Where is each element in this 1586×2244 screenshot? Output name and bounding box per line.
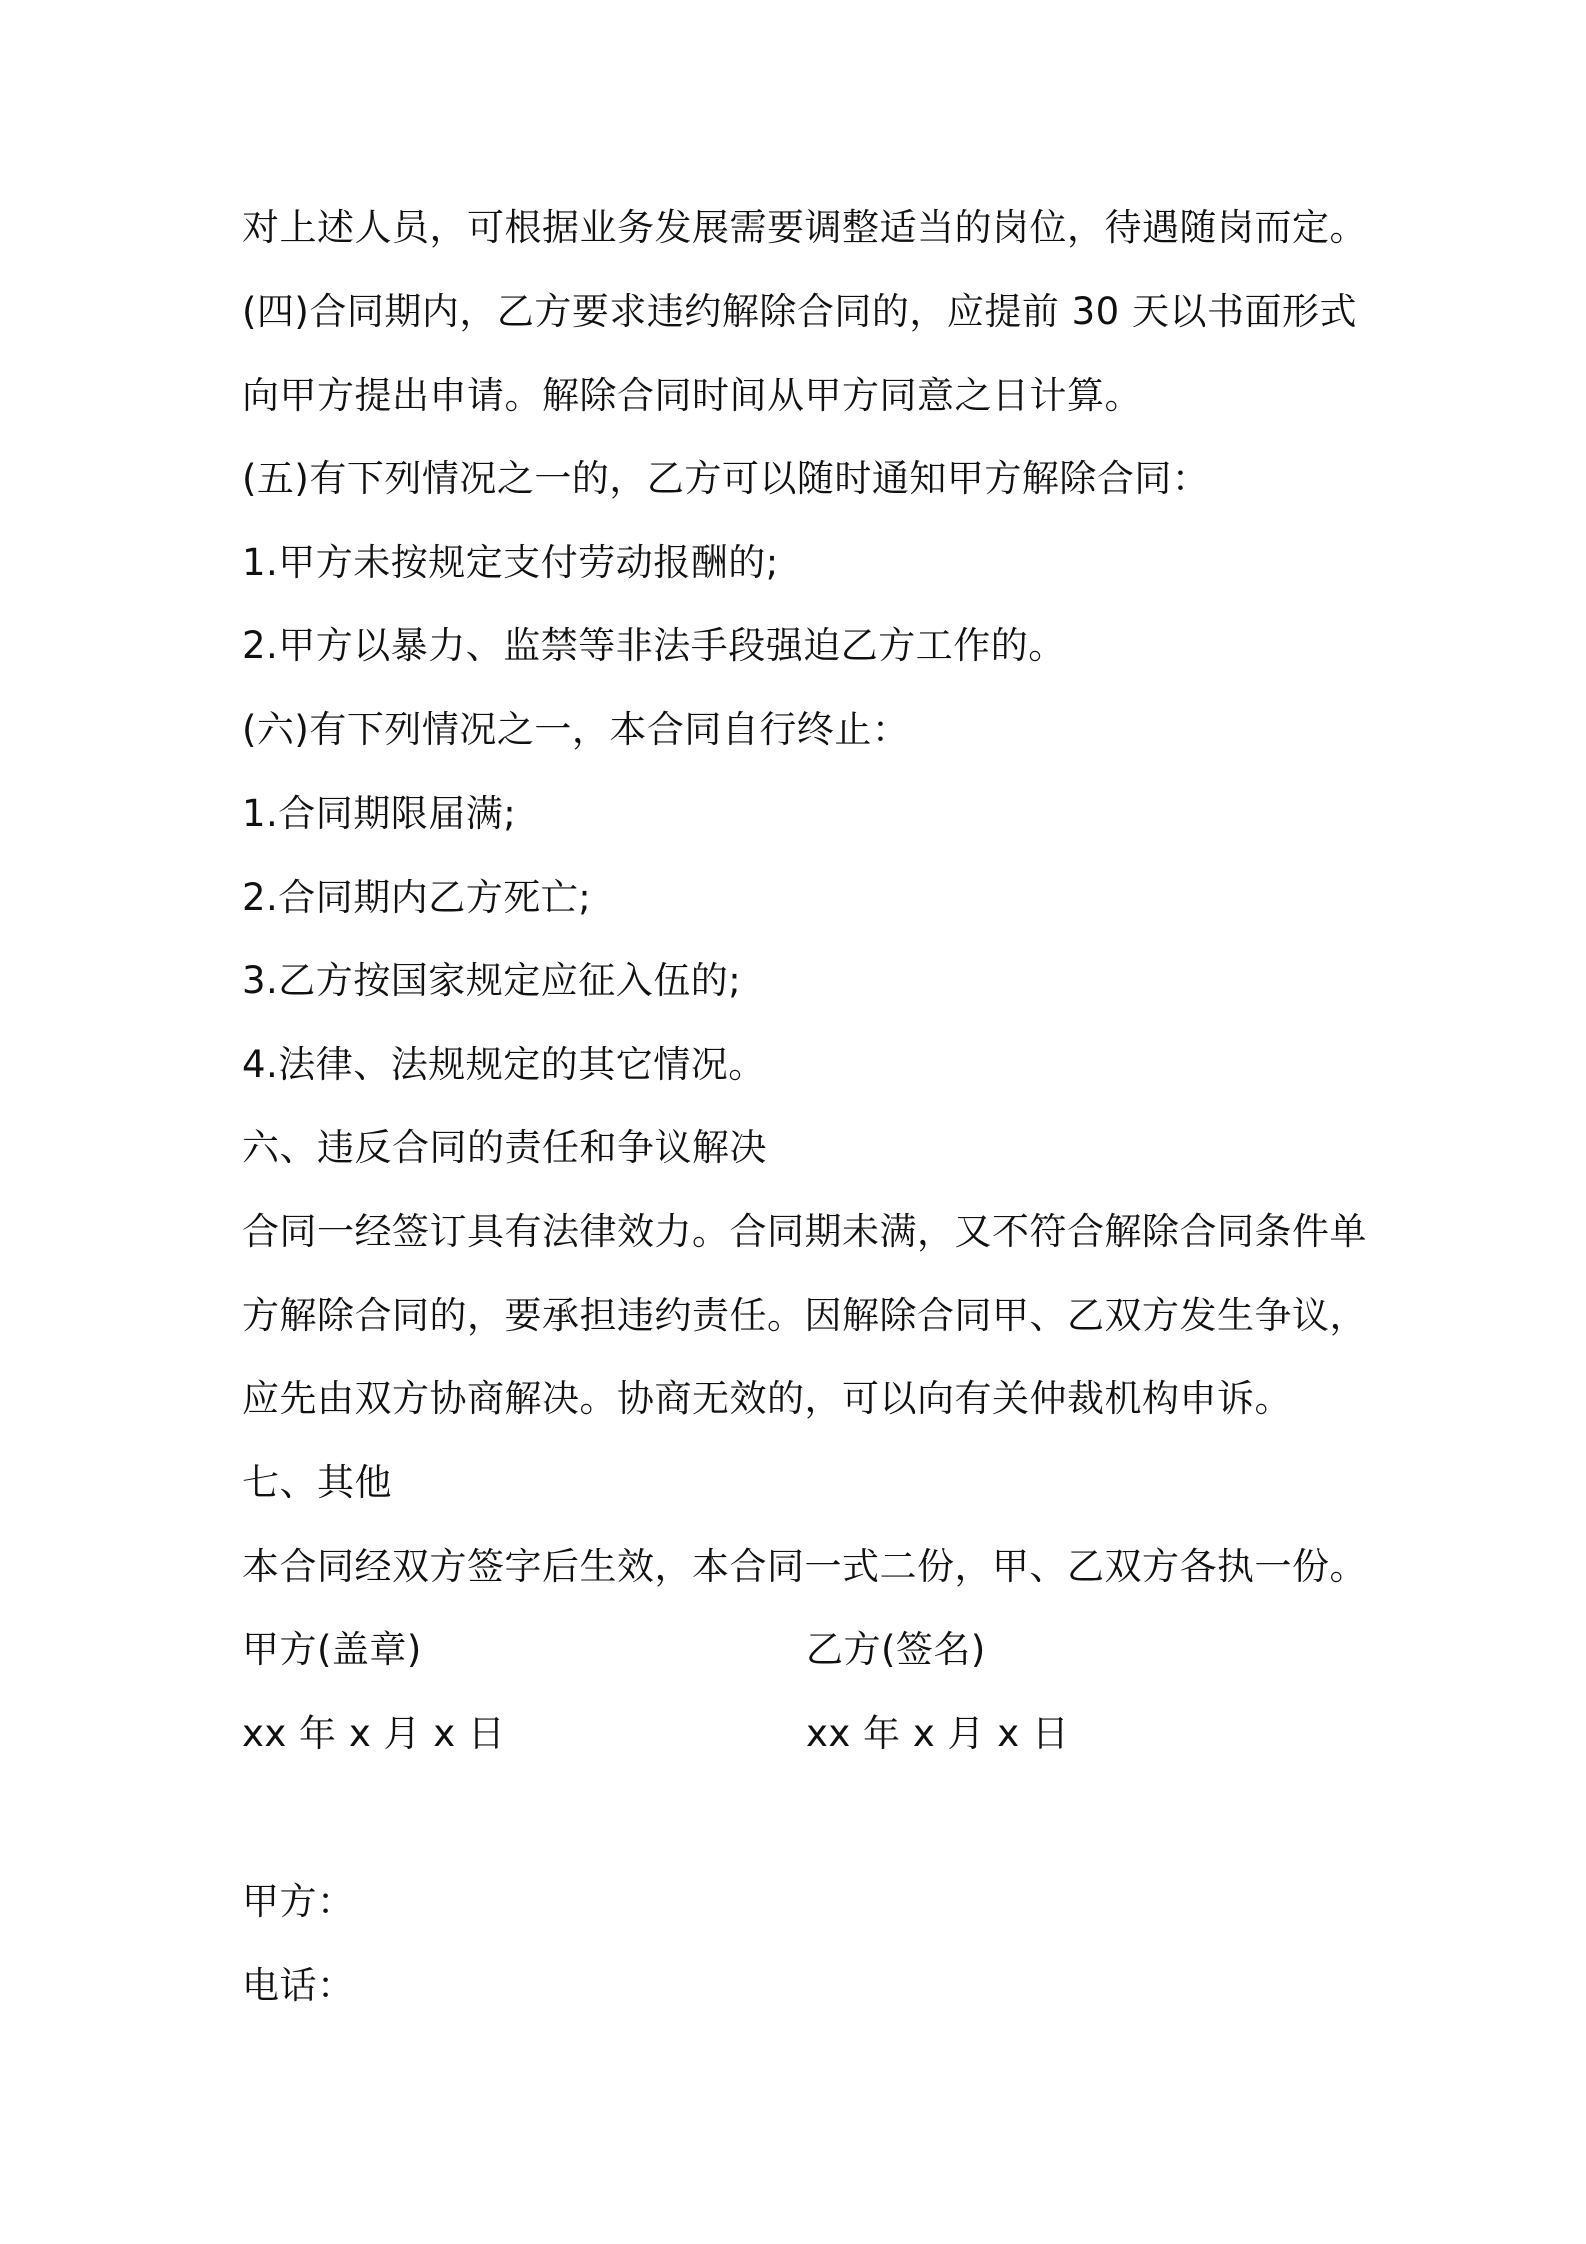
paragraph-line: (四)合同期内，乙方要求违约解除合同的，应提前 30 天以书面形式	[242, 290, 1357, 333]
list-item: 2.合同期内乙方死亡;	[242, 876, 592, 919]
party-a-signature-label: 甲方(盖章)	[242, 1628, 422, 1671]
paragraph-line: 对上述人员，可根据业务发展需要调整适当的岗位，待遇随岗而定。	[242, 206, 1367, 249]
list-item: 2.甲方以暴力、监禁等非法手段强迫乙方工作的。	[242, 624, 1066, 667]
list-item: 4.法律、法规规定的其它情况。	[242, 1043, 766, 1086]
list-item: 1.合同期限届满;	[242, 792, 517, 835]
party-a-date: xx 年 x 月 x 日	[242, 1712, 506, 1755]
section-heading: 七、其他	[242, 1461, 392, 1504]
paragraph-line: 向甲方提出申请。解除合同时间从甲方同意之日计算。	[242, 374, 1142, 417]
list-item: 1.甲方未按规定支付劳动报酬的;	[242, 541, 779, 584]
party-b-signature-label: 乙方(签名)	[806, 1628, 986, 1671]
paragraph-line: (五)有下列情况之一的，乙方可以随时通知甲方解除合同：	[242, 457, 1210, 500]
paragraph-line: 合同一经签订具有法律效力。合同期未满，又不符合解除合同条件单	[242, 1210, 1367, 1253]
party-b-date: xx 年 x 月 x 日	[806, 1712, 1070, 1755]
section-heading: 六、违反合同的责任和争议解决	[242, 1126, 767, 1169]
paragraph-line: 本合同经双方签字后生效，本合同一式二份，甲、乙双方各执一份。	[242, 1545, 1367, 1588]
paragraph-line: (六)有下列情况之一，本合同自行终止：	[242, 708, 910, 751]
list-item: 3.乙方按国家规定应征入伍的;	[242, 959, 742, 1002]
paragraph-line: 方解除合同的，要承担违约责任。因解除合同甲、乙双方发生争议，	[242, 1294, 1367, 1337]
footer-party-a-label: 甲方：	[242, 1880, 355, 1923]
paragraph-line: 应先由双方协商解决。协商无效的，可以向有关仲裁机构申诉。	[242, 1377, 1292, 1420]
footer-phone-label: 电话：	[242, 1964, 355, 2007]
